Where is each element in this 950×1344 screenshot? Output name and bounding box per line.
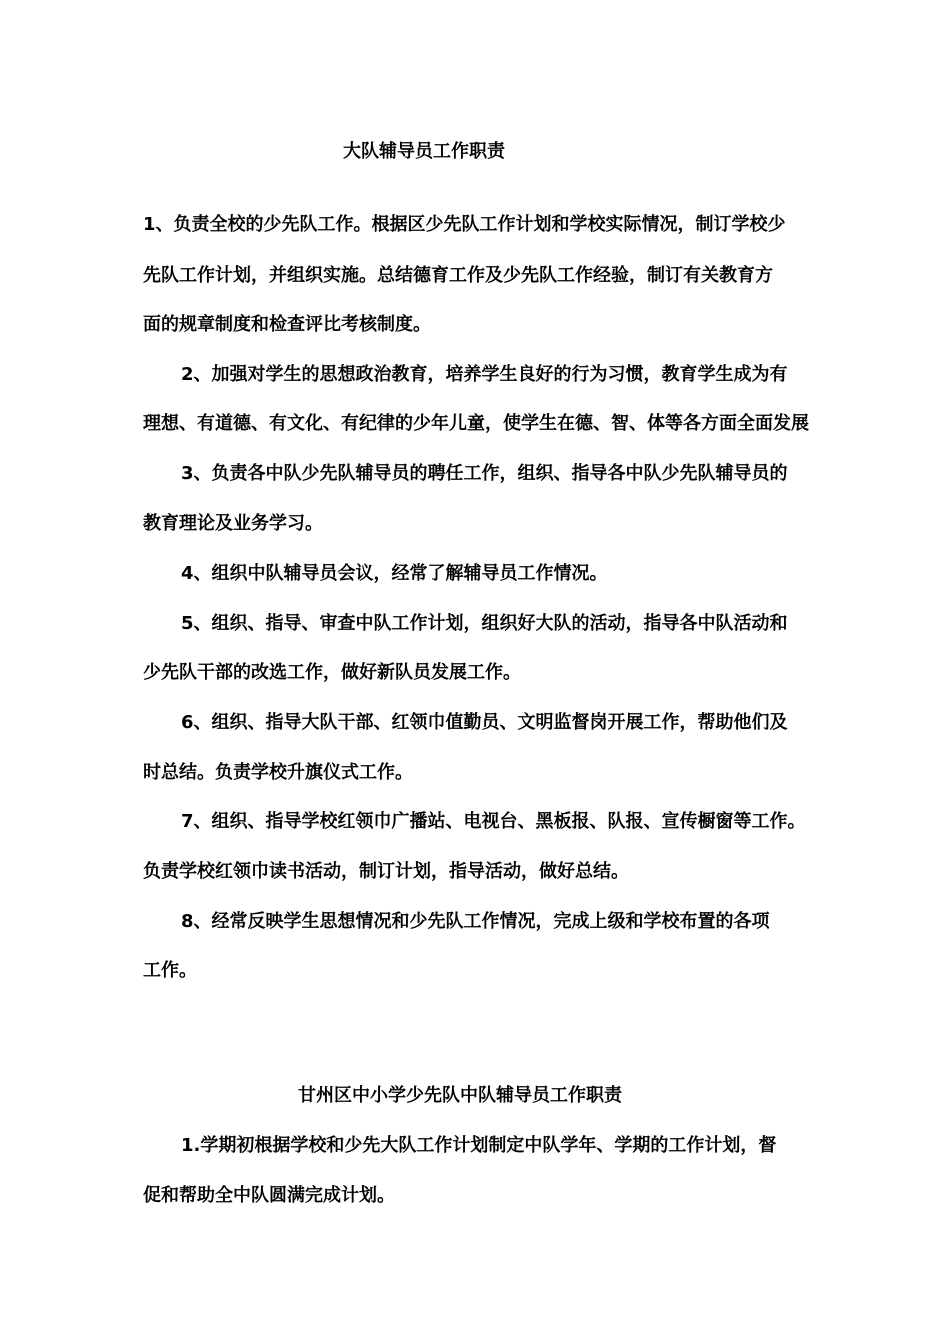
section-1-title: 大队辅导员工作职责 bbox=[343, 141, 505, 162]
section-1-line-11: 6、组织、指导大队干部、红领巾值勤员、文明监督岗开展工作，帮助他们及 bbox=[181, 712, 788, 733]
section-1-line-2: 先队工作计划，并组织实施。总结德育工作及少先队工作经验，制订有关教育方 bbox=[143, 265, 773, 286]
section-1-line-10: 少先队干部的改选工作，做好新队员发展工作。 bbox=[143, 662, 521, 683]
section-2-line-1: 1.学期初根据学校和少先大队工作计划制定中队学年、学期的工作计划，督 bbox=[181, 1135, 777, 1156]
section-1-line-13: 7、组织、指导学校红领巾广播站、电视台、黑板报、队报、宣传橱窗等工作。 bbox=[181, 811, 806, 832]
section-1-line-8: 4、组织中队辅导员会议，经常了解辅导员工作情况。 bbox=[181, 563, 608, 584]
section-1-line-12: 时总结。负责学校升旗仪式工作。 bbox=[143, 762, 413, 783]
section-1-line-14: 负责学校红领巾读书活动，制订计划，指导活动，做好总结。 bbox=[143, 861, 629, 882]
section-1-line-16: 工作。 bbox=[143, 960, 197, 981]
section-1-line-6: 3、负责各中队少先队辅导员的聘任工作，组织、指导各中队少先队辅导员的 bbox=[181, 463, 788, 484]
section-1-line-9: 5、组织、指导、审查中队工作计划，组织好大队的活动，指导各中队活动和 bbox=[181, 613, 788, 634]
section-1-line-1: 1、负责全校的少先队工作。根据区少先队工作计划和学校实际情况，制订学校少 bbox=[143, 214, 786, 235]
section-2-line-2: 促和帮助全中队圆满完成计划。 bbox=[143, 1185, 395, 1206]
section-2-title: 甘州区中小学少先队中队辅导员工作职责 bbox=[298, 1085, 622, 1106]
section-1-line-7: 教育理论及业务学习。 bbox=[143, 513, 323, 534]
section-1-line-15: 8、经常反映学生思想情况和少先队工作情况，完成上级和学校布置的各项 bbox=[181, 911, 770, 932]
section-1-line-3: 面的规章制度和检查评比考核制度。 bbox=[143, 314, 431, 335]
section-1-line-4: 2、加强对学生的思想政治教育，培养学生良好的行为习惯，教育学生成为有 bbox=[181, 364, 788, 385]
section-1-line-5: 理想、有道德、有文化、有纪律的少年儿童，使学生在德、智、体等各方面全面发展 bbox=[143, 413, 809, 434]
